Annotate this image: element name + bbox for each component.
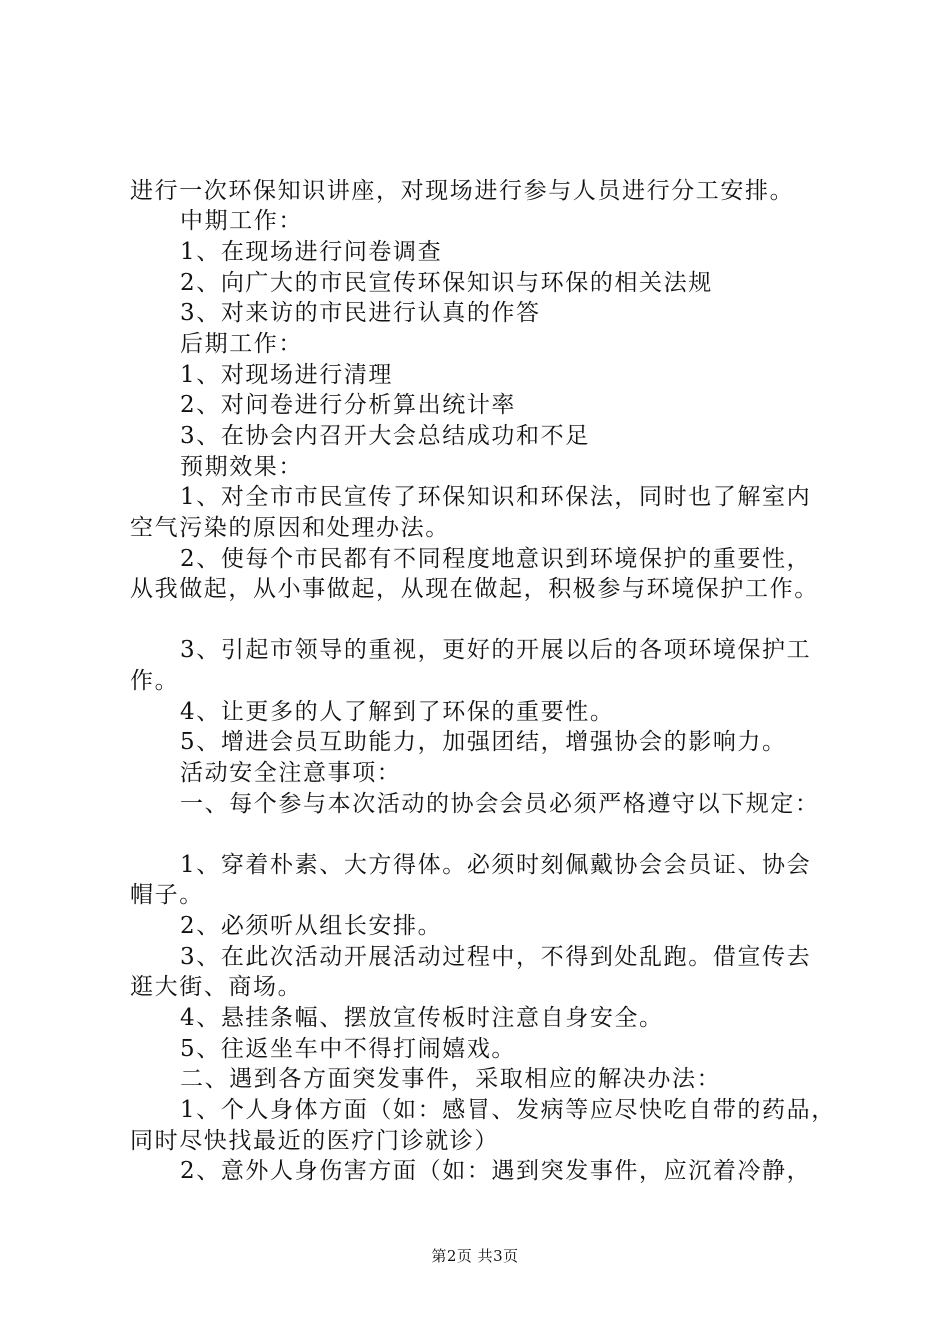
list-item: 3、在此次活动开展活动过程中，不得到处乱跑。借宣传去 [180,944,812,970]
list-item: 4、让更多的人了解到了环保的重要性。 [180,699,615,725]
page-number: 第2页 共3页 [431,1247,519,1265]
list-item: 1、对全市市民宣传了环保知识和环保法，同时也了解室内 [180,484,812,510]
text-line: 空气污染的原因和处理办法。 [130,515,450,541]
list-item: 1、在现场进行问卷调查 [180,239,443,265]
list-item: 3、在协会内召开大会总结成功和不足 [180,423,590,449]
list-item: 2、使每个市民都有不同程度地意识到环境保护的重要性， [180,546,812,572]
section-heading: 活动安全注意事项： [180,760,402,786]
text-line: 帽子。 [130,882,204,908]
list-item: 2、向广大的市民宣传环保知识与环保的相关法规 [180,270,713,296]
list-item: 3、对来访的市民进行认真的作答 [180,300,541,326]
text-line: 作。 [130,668,180,694]
section-heading: 中期工作： [180,208,303,234]
text-line: 从我做起，从小事做起，从现在做起，积极参与环境保护工作。 [130,576,819,602]
list-item: 2、必须听从组长安排。 [180,913,443,939]
list-item: 4、悬挂条幅、摆放宣传板时注意自身安全。 [180,1005,664,1031]
list-item: 1、穿着朴素、大方得体。必须时刻佩戴协会会员证、协会 [180,852,812,878]
section-heading: 后期工作： [180,331,303,357]
text-line: 进行一次环保知识讲座，对现场进行参与人员进行分工安排。 [130,178,795,204]
list-item: 1、对现场进行清理 [180,362,394,388]
section-heading: 一、每个参与本次活动的协会会员必须严格遵守以下规定： [180,791,820,817]
section-heading: 二、遇到各方面突发事件，采取相应的解决办法： [180,1066,722,1092]
list-item: 5、增进会员互助能力，加强团结，增强协会的影响力。 [180,729,787,755]
text-line: 同时尽快找最近的医疗门诊就诊） [130,1128,499,1154]
list-item: 5、往返坐车中不得打闹嬉戏。 [180,1036,517,1062]
section-heading: 预期效果： [180,454,303,480]
list-item: 2、对问卷进行分析算出统计率 [180,392,517,418]
text-line: 逛大街、商场。 [130,974,303,1000]
list-item: 2、意外人身伤害方面（如：遇到突发事件，应沉着冷静， [180,1158,812,1184]
list-item: 1、个人身体方面（如：感冒、发病等应尽快吃自带的药品， [180,1097,836,1123]
list-item: 3、引起市领导的重视，更好的开展以后的各项环境保护工 [180,637,812,663]
